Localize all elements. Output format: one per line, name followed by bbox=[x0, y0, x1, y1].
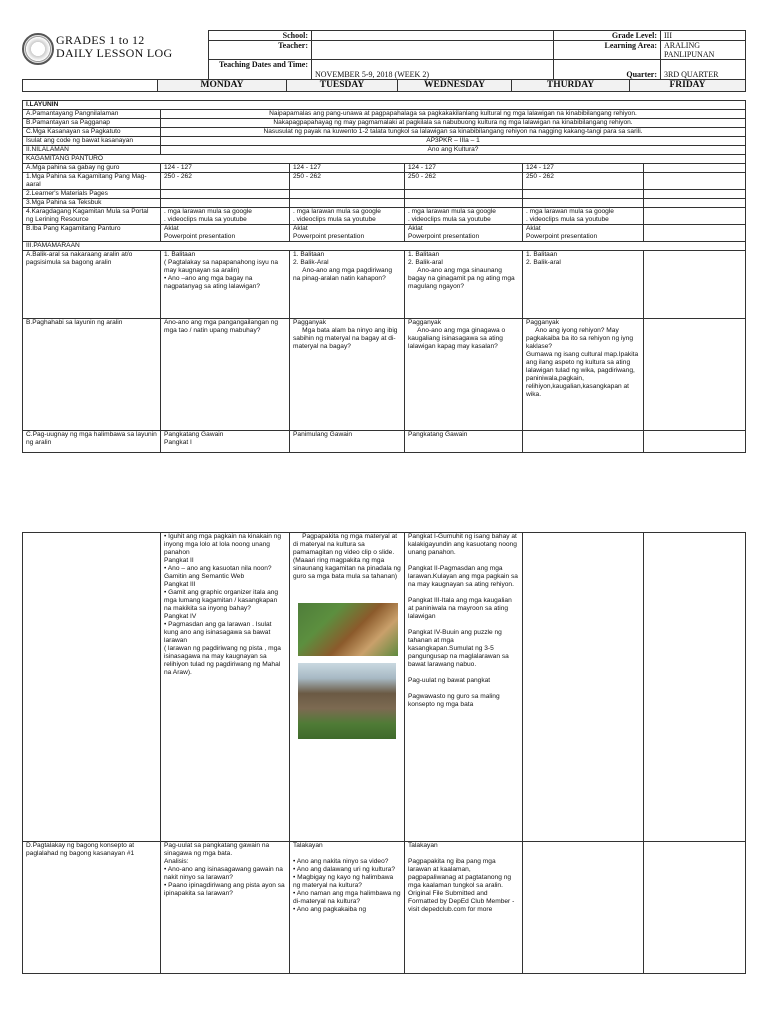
paghahabi-label: B.Paghahabi sa layunin ng aralin bbox=[23, 319, 161, 431]
day-monday: MONDAY bbox=[158, 80, 287, 92]
balik-label: A.Balik-aral sa nakaraang aralin at/o pagsisimula sa bagong aralin bbox=[23, 251, 161, 319]
quarter-label: Quarter: bbox=[554, 60, 661, 80]
magaaral-tue: 250 - 262 bbox=[290, 173, 405, 190]
layunin-header: I.LAYUNIN bbox=[23, 101, 746, 110]
day-friday: FRIDAY bbox=[630, 80, 746, 92]
pagtalakay-fri bbox=[644, 842, 746, 974]
day-tuesday: TUESDAY bbox=[287, 80, 398, 92]
cont-fri bbox=[644, 533, 746, 842]
magaaral-wed: 250 - 262 bbox=[405, 173, 523, 190]
balik-mon: 1. Balitaan ( Pagtalakay sa napapanahong isyu na may kaugnayan sa aralin) • Ano –ano ang mga bagay na nagpatanyag sa ating lalawigan? bbox=[161, 251, 290, 319]
nilalaman-label: II.NILALAMAN bbox=[23, 146, 161, 155]
grade-value: III bbox=[661, 31, 746, 41]
grade-label: Grade Level: bbox=[554, 31, 661, 41]
paghahabi-fri bbox=[644, 319, 746, 431]
dates-value: NOVEMBER 5-9, 2018 (WEEK 2) bbox=[312, 60, 554, 80]
nilalaman-value: Ano ang Kultura? bbox=[161, 146, 746, 155]
row-code-label: Isulat ang code ng bawat kasanayan bbox=[23, 137, 161, 146]
iba-fri bbox=[644, 225, 746, 242]
pagtalakay-wed: Talakayan Pagpapakita ng iba pang mga larawan at kaalaman, pagpapaliwanag at pagtatanong ng mga kaalaman tungkol sa aralin. Original File Submitted and Formatted by DepEd Club Member - visit depedclub.com for more bbox=[405, 842, 523, 974]
iba-label: B.Iba Pang Kagamitang Panturo bbox=[23, 225, 161, 242]
area-label: Learning Area: bbox=[554, 41, 661, 60]
pagtalakay-mon: Pag-uulat sa pangkatang gawain na sinagawa ng mga bata. Analisis: • Ano-ano ang isinasagawang gawain na nakit ninyo sa larawan? • Paano ipinagdiriwang ang pista ayon sa ipinapakita sa larawan? bbox=[161, 842, 290, 974]
teksbuk-label: 3.Mga Pahina sa Teksbuk bbox=[23, 199, 161, 208]
cont-tue: Pagpapakita ng mga materyal at di materyal na kultura sa pamamagitan ng video clip o slide. (Maaari ring magpakita ng mga sinaunang kagamitan na pinadala ng guro sa mga bata mula sa tahanan) bbox=[290, 533, 405, 842]
row-c-value: Nasusulat ng payak na kuwento 1-2 talata tungkol sa lalawigan sa kinabibilangang rehiyon na nagging kakang-tangi para sa sarili. bbox=[161, 128, 746, 137]
pagtalakay-thu bbox=[523, 842, 644, 974]
days-header bbox=[22, 79, 746, 92]
kagamitan-header: KAGAMITANG PANTURO bbox=[23, 155, 746, 164]
cont-thu bbox=[523, 533, 644, 842]
days-header-blank bbox=[23, 80, 158, 92]
row-b-label: B.Pamantayan sa Pagganap bbox=[23, 119, 161, 128]
day-wednesday: WEDNESDAY bbox=[398, 80, 512, 92]
deped-seal-logo bbox=[22, 33, 54, 65]
area-value: ARALING PANLIPUNAN bbox=[661, 41, 746, 60]
guro-thu: 124 - 127 bbox=[523, 164, 644, 173]
magaaral-thu: 250 - 262 bbox=[523, 173, 644, 190]
nipa-hut-photo bbox=[298, 663, 396, 739]
day-thursday: THURDAY bbox=[512, 80, 630, 92]
dates-label: Teaching Dates and Time: bbox=[209, 60, 312, 80]
row-code-value: AP3PKR – IIIa – 1 bbox=[161, 137, 746, 146]
lr-label: 4.Karagdagang Kagamitan Mula sa Portal ng Lerining Resource bbox=[23, 208, 161, 225]
balik-wed: 1. Balitaan 2. Balik-aral Ano-ano ang mga sinaunang bagay na ginagamit pa ng ating mga magulang ngayon? bbox=[405, 251, 523, 319]
paguugnay-tue: Panimulang Gawain bbox=[290, 431, 405, 453]
balik-tue: 1. Balitaan 2. Balik-Aral Ano-ano ang mga pagdiriwang na pinag-aralan natin kahapon? bbox=[290, 251, 405, 319]
magaaral-fri bbox=[644, 173, 746, 190]
school-value bbox=[312, 31, 554, 41]
lr-tue: . mga larawan mula sa google . videoclips mula sa youtube bbox=[290, 208, 405, 225]
paguugnay-mon: Pangkatang Gawain Pangkat I bbox=[161, 431, 290, 453]
magaaral-label: 1.Mga Pahina sa Kagamitang Pang Mag-aaral bbox=[23, 173, 161, 190]
cultural-items-photo bbox=[298, 603, 398, 656]
lr-wed: . mga larawan mula sa google . videoclips mula sa youtube bbox=[405, 208, 523, 225]
title-daily-lesson-log: DAILY LESSON LOG bbox=[56, 46, 173, 60]
pagtalakay-tue: Talakayan • Ano ang nakita ninyo sa video? • Ano ang dalawang uri ng kultura? • Magbigay ng kayo ng halimbawa ng materyal na kultura? • Ano naman ang mga halimbawa ng di-materyal na kultura? • Ano ang pagkakaiba ng bbox=[290, 842, 405, 974]
magaaral-mon: 250 - 262 bbox=[161, 173, 290, 190]
iba-wed: Aklat Powerpoint presentation bbox=[405, 225, 523, 242]
iba-mon: Aklat Powerpoint presentation bbox=[161, 225, 290, 242]
guro-tue: 124 - 127 bbox=[290, 164, 405, 173]
paguugnay-thu bbox=[523, 431, 644, 453]
lesson-table bbox=[22, 100, 746, 453]
cont-wed: Pangkat I-Gumuhit ng isang bahay at kalakigayundin ang kasuotang noong unang panahon. Pangkat II-Pagmasdan ang mga larawan.Kulayan ang mga pagkain sa na may kaugnayan sa ating rehiyon. Pangkat III-Itala ang mga kaugalian at paniniwala na mayroon sa ating lalawigan Pangkat IV-Buuin ang puzzle ng tahanan at mga kasangkapan.Sumulat ng 3-5 pangungusap na maglalarawan sa bawat larawang nabuo. Pag-uulat ng bawat pangkat Pagwawasto ng guro sa maling konsepto ng mga bata bbox=[405, 533, 523, 842]
paguugnay-fri bbox=[644, 431, 746, 453]
lesson-table-continued bbox=[22, 532, 746, 974]
pamamaraan-header: III.PAMAMARAAN bbox=[23, 242, 746, 251]
guro-wed: 124 - 127 bbox=[405, 164, 523, 173]
lm-label: 2.Learner's Materials Pages bbox=[23, 190, 161, 199]
paghahabi-thu: Pagganyak Ano ang iyong rehiyon? May pagkakaiba ba ito sa rehiyon ng iyng kaklase? Gumawa ng isang cultural map.Ipakita ang ilang aspeto ng kultura sa ating lalawigan tulad ng wika, pagdiriwang, paniniwala,pagkain, relihiyon,kaugalian,kasangkapan at wika. bbox=[523, 319, 644, 431]
quarter-value: 3RD QUARTER bbox=[661, 60, 746, 80]
paguugnay-label: C.Pag-uugnay ng mga halimbawa sa layunin ng aralin bbox=[23, 431, 161, 453]
guro-label: A.Mga pahina sa gabay ng guro bbox=[23, 164, 161, 173]
title-grades: GRADES 1 to 12 bbox=[56, 33, 145, 47]
paghahabi-tue: Pagganyak Mga bata alam ba ninyo ang ibig sabihin ng materyal na bagay at di-materyal na bagay? bbox=[290, 319, 405, 431]
paguugnay-wed: Pangkatang Gawain bbox=[405, 431, 523, 453]
iba-thu: Aklat Powerpoint presentation bbox=[523, 225, 644, 242]
pagtalakay-label: D.Pagtalakay ng bagong konsepto at paglalahad ng bagong kasanayan #1 bbox=[23, 842, 161, 974]
row-b-value: Nakapagpapahayag ng may pagmamalaki at pagkilala sa nabubuong kultura ng mga lalawigan na kinabibilangang rehiyon. bbox=[161, 119, 746, 128]
header-info-table bbox=[208, 30, 746, 80]
row-a-label: A.Pamantayang Pangnilalaman bbox=[23, 110, 161, 119]
cont-label bbox=[23, 533, 161, 842]
guro-fri bbox=[644, 164, 746, 173]
balik-thu: 1. Balitaan 2. Balik-aral bbox=[523, 251, 644, 319]
lr-mon: . mga larawan mula sa google . videoclips mula sa youtube bbox=[161, 208, 290, 225]
lr-fri bbox=[644, 208, 746, 225]
teacher-label: Teacher: bbox=[209, 41, 312, 60]
iba-tue: Aklat Powerpoint presentation bbox=[290, 225, 405, 242]
cont-mon: • Iguhit ang mga pagkain na kinakain ng inyong mga lolo at lola noong unang panahon Pangkat II • Ano – ano ang kasuotan nila noon? Gamitin ang Semantic Web Pangkat III • Gamit ang graphic organizer itala ang mga lumang kagamitan / kasangkapan na makikita sa inyong bahay? Pangkat IV • Pagmasdan ang ga larawan . Isulat kung ano ang isinasagawa sa bawat larawan ( larawan ng pagdiriwang ng pista , mga isinasagawa na may kaugnayan sa relihiyon tulad ng pagdiriwang ng Mahal na Araw). bbox=[161, 533, 290, 842]
balik-fri bbox=[644, 251, 746, 319]
guro-mon: 124 - 127 bbox=[161, 164, 290, 173]
school-label: School: bbox=[209, 31, 312, 41]
row-c-label: C.Mga Kasanayan sa Pagkatuto bbox=[23, 128, 161, 137]
lr-thu: . mga larawan mula sa google . videoclips mula sa youtube bbox=[523, 208, 644, 225]
paghahabi-wed: Pagganyak Ano-ano ang mga ginagawa o kaugaliang isinasagawa sa ating lalawigan kapag may kasalan? bbox=[405, 319, 523, 431]
teacher-value bbox=[312, 41, 554, 60]
row-a-value: Naipapamalas ang pang-unawa at pagpapahalaga sa pagkakakilanlang kultural ng mga lalawigan na kinabibilangang rehiyon. bbox=[161, 110, 746, 119]
paghahabi-mon: Ano-ano ang mga pangangailangan ng mga tao / natin upang mabuhay? bbox=[161, 319, 290, 431]
